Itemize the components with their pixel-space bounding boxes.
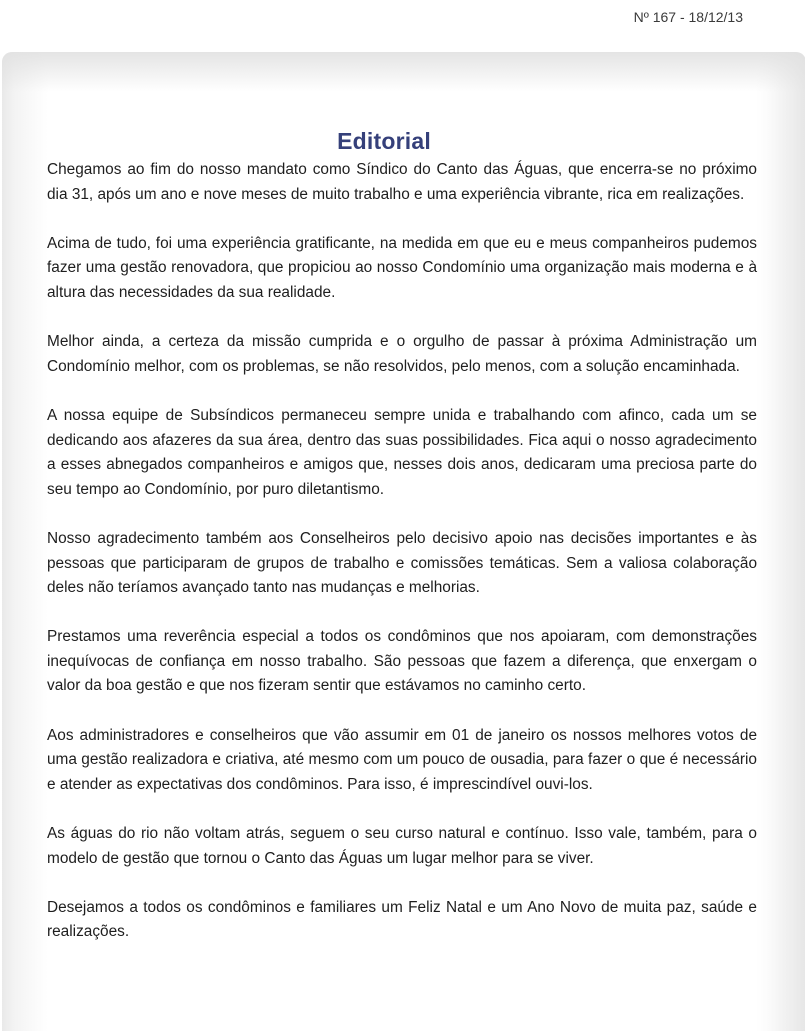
issue-number-date: Nº 167 - 18/12/13 — [633, 9, 743, 25]
paragraph-9: Desejamos a todos os condôminos e familiares um Feliz Natal e um Ano Novo de muita paz, saúde e realizações. — [47, 898, 757, 941]
paragraph-3: Melhor ainda, a certeza da missão cumprida e o orgulho de passar à próxima Administração um Condomínio melhor, com os problemas, se não resolvidos, pelo menos, com a solução encaminhada. — [47, 333, 757, 375]
article-body — [47, 158, 757, 970]
paragraph-5: Nosso agradecimento também aos Conselheiros pelo decisivo apoio nas decisões importantes e às pessoas que participaram de grupos de trabalho e comissões temáticas. Sem a valiosa colaboração deles não teríamos avançado tanto nas mudanças e melhorias. — [47, 529, 757, 597]
paragraph-2: Acima de tudo, foi uma experiência gratificante, na medida em que eu e meus companheiros pudemos fazer uma gestão renovadora, que propiciou ao nosso Condomínio uma organização mais moderna e à altura das necessidades da sua realidade. — [47, 234, 757, 301]
paragraph-1: Chegamos ao fim do nosso mandato como Síndico do Canto das Águas, que encerra-se no próximo dia 31, após um ano e nove meses de muito trabalho e uma experiência vibrante, rica em realizações. — [47, 161, 757, 203]
article-title: Editorial — [337, 128, 431, 155]
paragraph-6: Prestamos uma reverência especial a todos os condôminos que nos apoiaram, com demonstrações inequívocas de confiança em nosso trabalho. São pessoas que fazem a diferença, que enxergam o valor da boa gestão e que nos fizeram sentir que estávamos no caminho certo. — [47, 628, 757, 695]
paragraph-7: Aos administradores e conselheiros que vão assumir em 01 de janeiro os nossos melhores votos de uma gestão realizadora e criativa, até mesmo com um pouco de ousadia, para fazer o que é necessário e atender as expectativas dos condôminos. Para isso, é imprescindível ouvi-los. — [47, 726, 757, 793]
paragraph-4: A nossa equipe de Subsíndicos permaneceu sempre unida e trabalhando com afinco, cada um se dedicando aos afazeres da sua área, dentro das suas possibilidades. Fica aqui o nosso agradecimento a esses abnegados companheiros e amigos que, nesses dois anos, dedicaram uma preciosa parte do seu tempo ao Condomínio, por puro diletantismo. — [47, 406, 757, 498]
paragraph-8: As águas do rio não voltam atrás, seguem o seu curso natural e contínuo. Isso vale, também, para o modelo de gestão que tornou o Canto das Águas um lugar melhor para se viver. — [47, 825, 757, 867]
